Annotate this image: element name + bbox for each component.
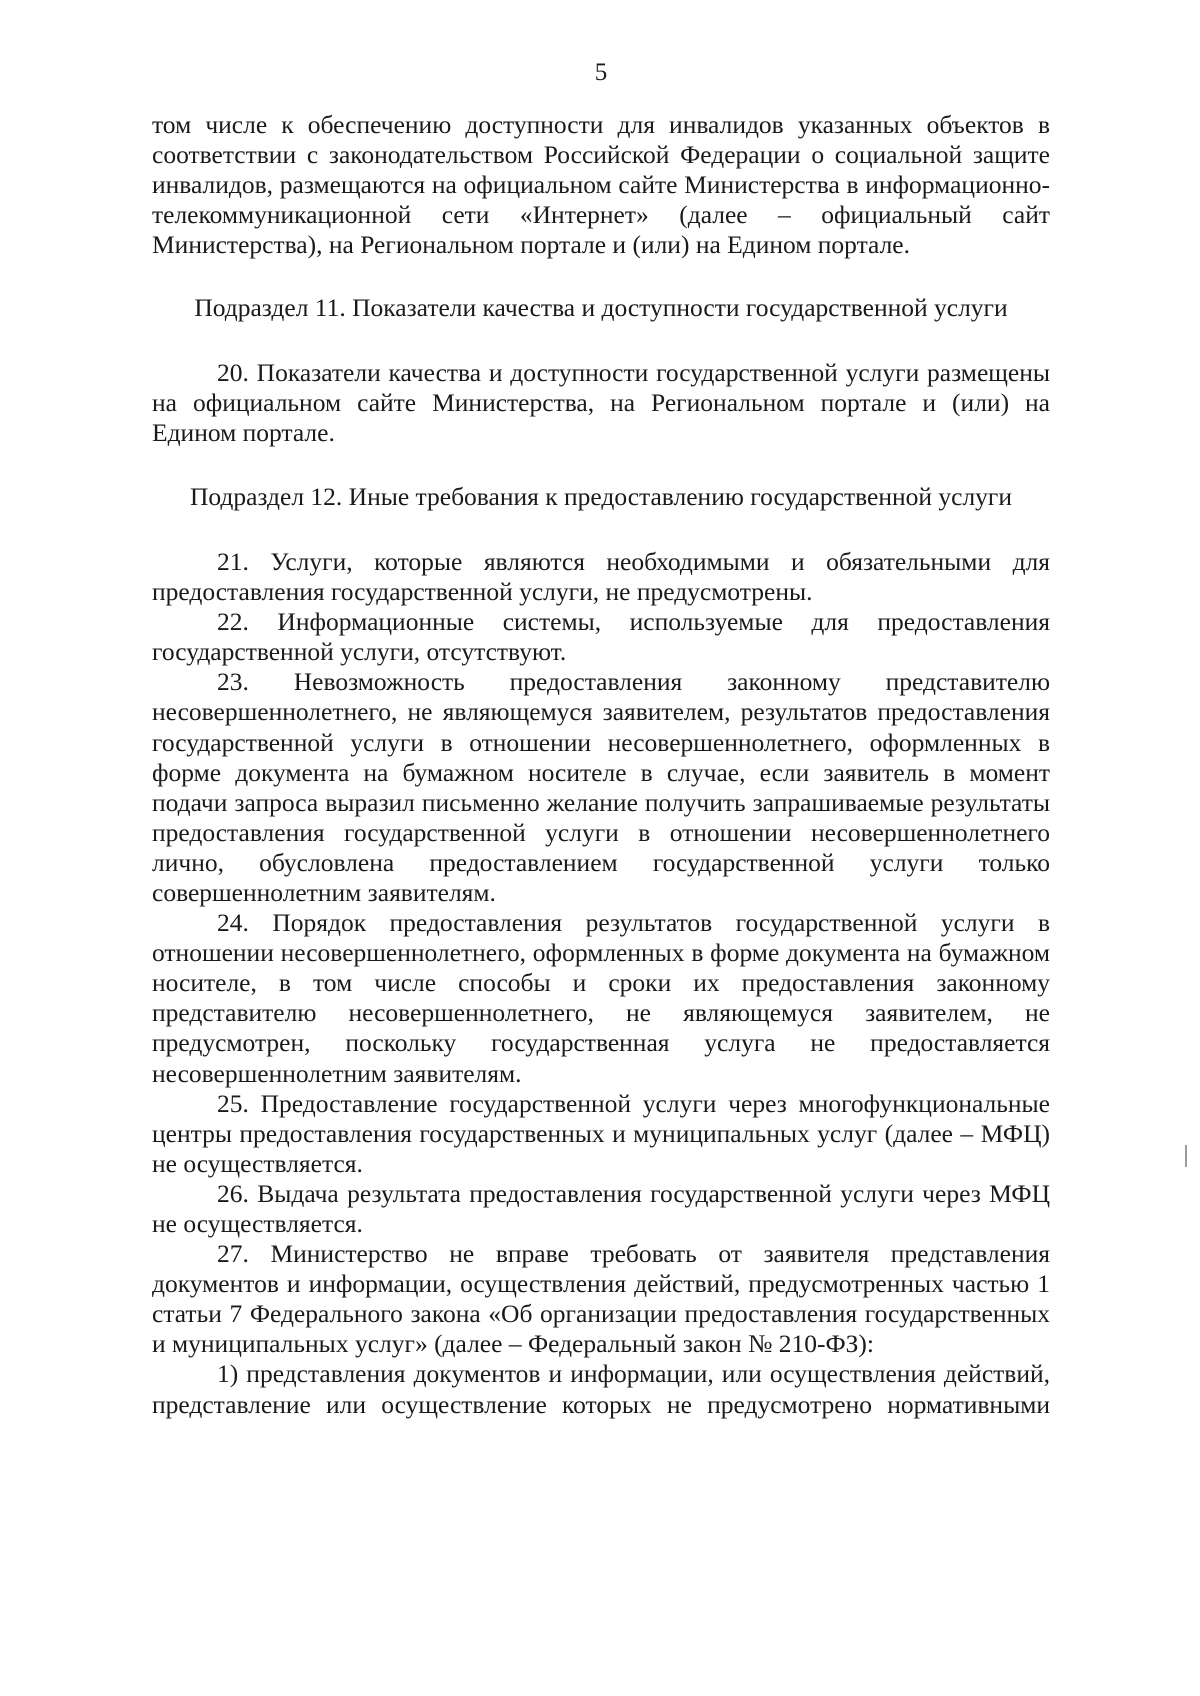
- paragraph-26: 26. Выдача результата предоставления государственной услуги через МФЦ не осуществляется.: [152, 1178, 1050, 1238]
- paragraph-23: 23. Невозможность предоставления законному представителю несовершеннолетнего, не являющемуся заявителем, результатов предоставления государственной услуги в отношении несовершеннолетнего, оформленных в форме документа на бумажном носителе в случае, если заявитель в момент подачи запроса выразил письменно желание получить запрашиваемые результаты предоставления государственной услуги в отношении несовершеннолетнего лично, обусловлена предоставлением государственной услуги только совершеннолетним заявителям.: [152, 667, 1050, 907]
- subsection-11-heading: Подраздел 11. Показатели качества и доступности государственной услуги: [194, 293, 1008, 323]
- paragraph-25: 25. Предоставление государственной услуги через многофункциональные центры предоставления государственных и муниципальных услуг (далее – МФЦ) не осуществляется.: [152, 1088, 1050, 1178]
- subsection-12-heading: Подраздел 12. Иные требования к предоставлению государственной услуги: [189, 481, 1013, 511]
- scan-margin-mark: [1185, 1145, 1187, 1167]
- paragraph-27: 27. Министерство не вправе требовать от заявителя представления документов и информации, осуществления действий, предусмотренных частью 1 статьи 7 Федерального закона «Об организации предоставления государственных и муниципальных услуг» (далее – Федеральный закон № 210-ФЗ):: [152, 1239, 1050, 1359]
- paragraph-21: 21. Услуги, которые являются необходимыми и обязательными для предоставления государственной услуги, не предусмотрены.: [152, 546, 1050, 607]
- intro-paragraph: том числе к обеспечению доступности для инвалидов указанных объектов в соответствии с законодательством Российской Федерации о социальной защите инвалидов, размещаются на официальном сайте Министерства в информационно-телекоммуникационной сети «Интернет» (далее – официальный сайт Министерства), на Региональном портале и (или) на Едином портале.: [152, 110, 1050, 260]
- page-number: 5: [594, 59, 608, 86]
- document-page: [152, 58, 1050, 1420]
- paragraph-20: 20. Показатели качества и доступности государственной услуги размещены на официальном сайте Министерства, на Региональном портале и (или) на Едином портале.: [152, 357, 1050, 447]
- paragraph-24: 24. Порядок предоставления результатов государственной услуги в отношении несовершеннолетнего, оформленных в форме документа на бумажном носителе, в том числе способы и сроки их предоставления законному представителю несовершеннолетнего, не являющемуся заявителем, не предусмотрен, поскольку государственная услуга не предоставляется несовершеннолетним заявителям.: [152, 908, 1050, 1088]
- paragraph-27-item-1: 1) представления документов и информации, или осуществления действий, представление или осуществление которых не предусмотрено нормативными: [152, 1359, 1050, 1419]
- paragraph-22: 22. Информационные системы, используемые для предоставления государственной услуги, отсутствуют.: [152, 607, 1050, 667]
